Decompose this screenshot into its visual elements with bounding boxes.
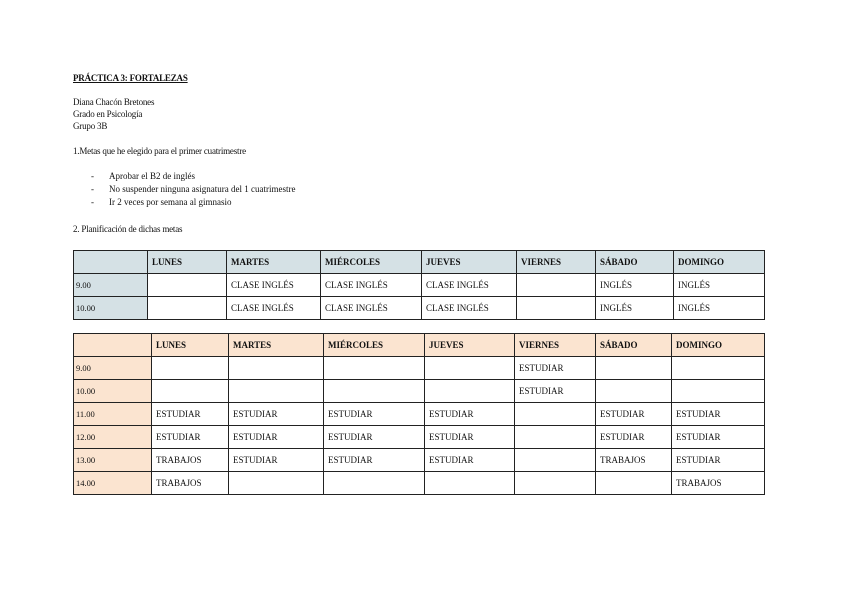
schedule-cell: ESTUDIAR (229, 426, 324, 449)
table-row (74, 449, 765, 472)
schedule-cell (229, 472, 324, 495)
schedule-cell: INGLÉS (674, 274, 765, 297)
schedule-cell (324, 472, 425, 495)
group: Grupo 3B (73, 121, 108, 131)
schedule-table-english (73, 250, 765, 320)
schedule-cell (324, 380, 425, 403)
schedule-cell (596, 357, 672, 380)
schedule-cell (229, 380, 324, 403)
goal-text: Aprobar el B2 de inglés (109, 171, 195, 181)
schedule-cell (515, 472, 596, 495)
time-cell: 12.00 (74, 426, 152, 449)
schedule-cell: TRABAJOS (152, 472, 229, 495)
goal-text: No suspender ninguna asignatura del 1 cuatrimestre (109, 184, 296, 194)
schedule-cell: TRABAJOS (596, 449, 672, 472)
schedule-cell (596, 380, 672, 403)
schedule-cell: ESTUDIAR (324, 426, 425, 449)
time-cell: 9.00 (74, 357, 152, 380)
page-title: PRÁCTICA 3: FORTALEZAS (73, 73, 188, 83)
schedule-cell: TRABAJOS (672, 472, 765, 495)
schedule-cell: ESTUDIAR (425, 449, 515, 472)
schedule-cell: ESTUDIAR (425, 426, 515, 449)
time-cell: 11.00 (74, 403, 152, 426)
schedule-cell: ESTUDIAR (229, 403, 324, 426)
day-header: LUNES (148, 251, 227, 274)
goals-list (73, 170, 295, 209)
schedule-cell (148, 274, 227, 297)
schedule-cell: ESTUDIAR (596, 403, 672, 426)
time-cell: 10.00 (74, 297, 148, 320)
schedule-cell: INGLÉS (674, 297, 765, 320)
list-item (73, 196, 295, 209)
section-2-heading: 2. Planificación de dichas metas (73, 224, 183, 234)
bullet: - (91, 197, 94, 207)
schedule-cell (152, 357, 229, 380)
schedule-cell: CLASE INGLÉS (422, 274, 517, 297)
day-header: MARTES (229, 334, 324, 357)
section-1-heading: 1.Metas que he elegido para el primer cuatrimestre (73, 146, 246, 156)
list-item (73, 170, 295, 183)
schedule-cell (152, 380, 229, 403)
schedule-cell: ESTUDIAR (515, 357, 596, 380)
table-row (74, 297, 765, 320)
header-row (74, 251, 765, 274)
schedule-cell (672, 380, 765, 403)
bullet: - (91, 184, 94, 194)
schedule-cell: CLASE INGLÉS (321, 274, 422, 297)
author-name: Diana Chacón Bretones (73, 97, 155, 107)
schedule-cell: CLASE INGLÉS (321, 297, 422, 320)
bullet: - (91, 171, 94, 181)
schedule-cell (425, 380, 515, 403)
day-header: MIÉRCOLES (324, 334, 425, 357)
schedule-cell: ESTUDIAR (596, 426, 672, 449)
corner-cell (74, 334, 152, 357)
schedule-cell: ESTUDIAR (672, 426, 765, 449)
schedule-cell (515, 426, 596, 449)
schedule-cell (324, 357, 425, 380)
schedule-cell: ESTUDIAR (672, 403, 765, 426)
schedule-cell (517, 297, 596, 320)
schedule-cell: ESTUDIAR (324, 449, 425, 472)
schedule-cell (517, 274, 596, 297)
schedule-cell: ESTUDIAR (324, 403, 425, 426)
schedule-cell (425, 357, 515, 380)
goal-text: Ir 2 veces por semana al gimnasio (109, 197, 232, 207)
schedule-cell: ESTUDIAR (515, 380, 596, 403)
degree: Grado en Psicología (73, 109, 143, 119)
schedule-cell: INGLÉS (596, 297, 674, 320)
time-cell: 10.00 (74, 380, 152, 403)
schedule-cell (148, 297, 227, 320)
schedule-cell: CLASE INGLÉS (422, 297, 517, 320)
day-header: SÁBADO (596, 251, 674, 274)
day-header: MARTES (227, 251, 321, 274)
table-row (74, 274, 765, 297)
schedule-cell (425, 472, 515, 495)
table-row (74, 472, 765, 495)
schedule-cell (229, 357, 324, 380)
schedule-cell: ESTUDIAR (425, 403, 515, 426)
day-header: LUNES (152, 334, 229, 357)
schedule-cell (515, 449, 596, 472)
schedule-cell: ESTUDIAR (152, 426, 229, 449)
day-header: JUEVES (422, 251, 517, 274)
table-row (74, 357, 765, 380)
schedule-cell: CLASE INGLÉS (227, 297, 321, 320)
schedule-cell: INGLÉS (596, 274, 674, 297)
header-row (74, 334, 765, 357)
table-row (74, 380, 765, 403)
schedule-cell: ESTUDIAR (672, 449, 765, 472)
time-cell: 14.00 (74, 472, 152, 495)
day-header: JUEVES (425, 334, 515, 357)
schedule-cell: TRABAJOS (152, 449, 229, 472)
schedule-cell: CLASE INGLÉS (227, 274, 321, 297)
corner-cell (74, 251, 148, 274)
schedule-table-study (73, 333, 765, 495)
day-header: DOMINGO (672, 334, 765, 357)
table-row (74, 426, 765, 449)
schedule-cell: ESTUDIAR (152, 403, 229, 426)
schedule-cell: ESTUDIAR (229, 449, 324, 472)
day-header: VIERNES (517, 251, 596, 274)
list-item (73, 183, 295, 196)
day-header: SÁBADO (596, 334, 672, 357)
table-row (74, 403, 765, 426)
day-header: MIÉRCOLES (321, 251, 422, 274)
time-cell: 9.00 (74, 274, 148, 297)
schedule-cell (672, 357, 765, 380)
schedule-cell (596, 472, 672, 495)
time-cell: 13.00 (74, 449, 152, 472)
day-header: VIERNES (515, 334, 596, 357)
schedule-cell (515, 403, 596, 426)
day-header: DOMINGO (674, 251, 765, 274)
